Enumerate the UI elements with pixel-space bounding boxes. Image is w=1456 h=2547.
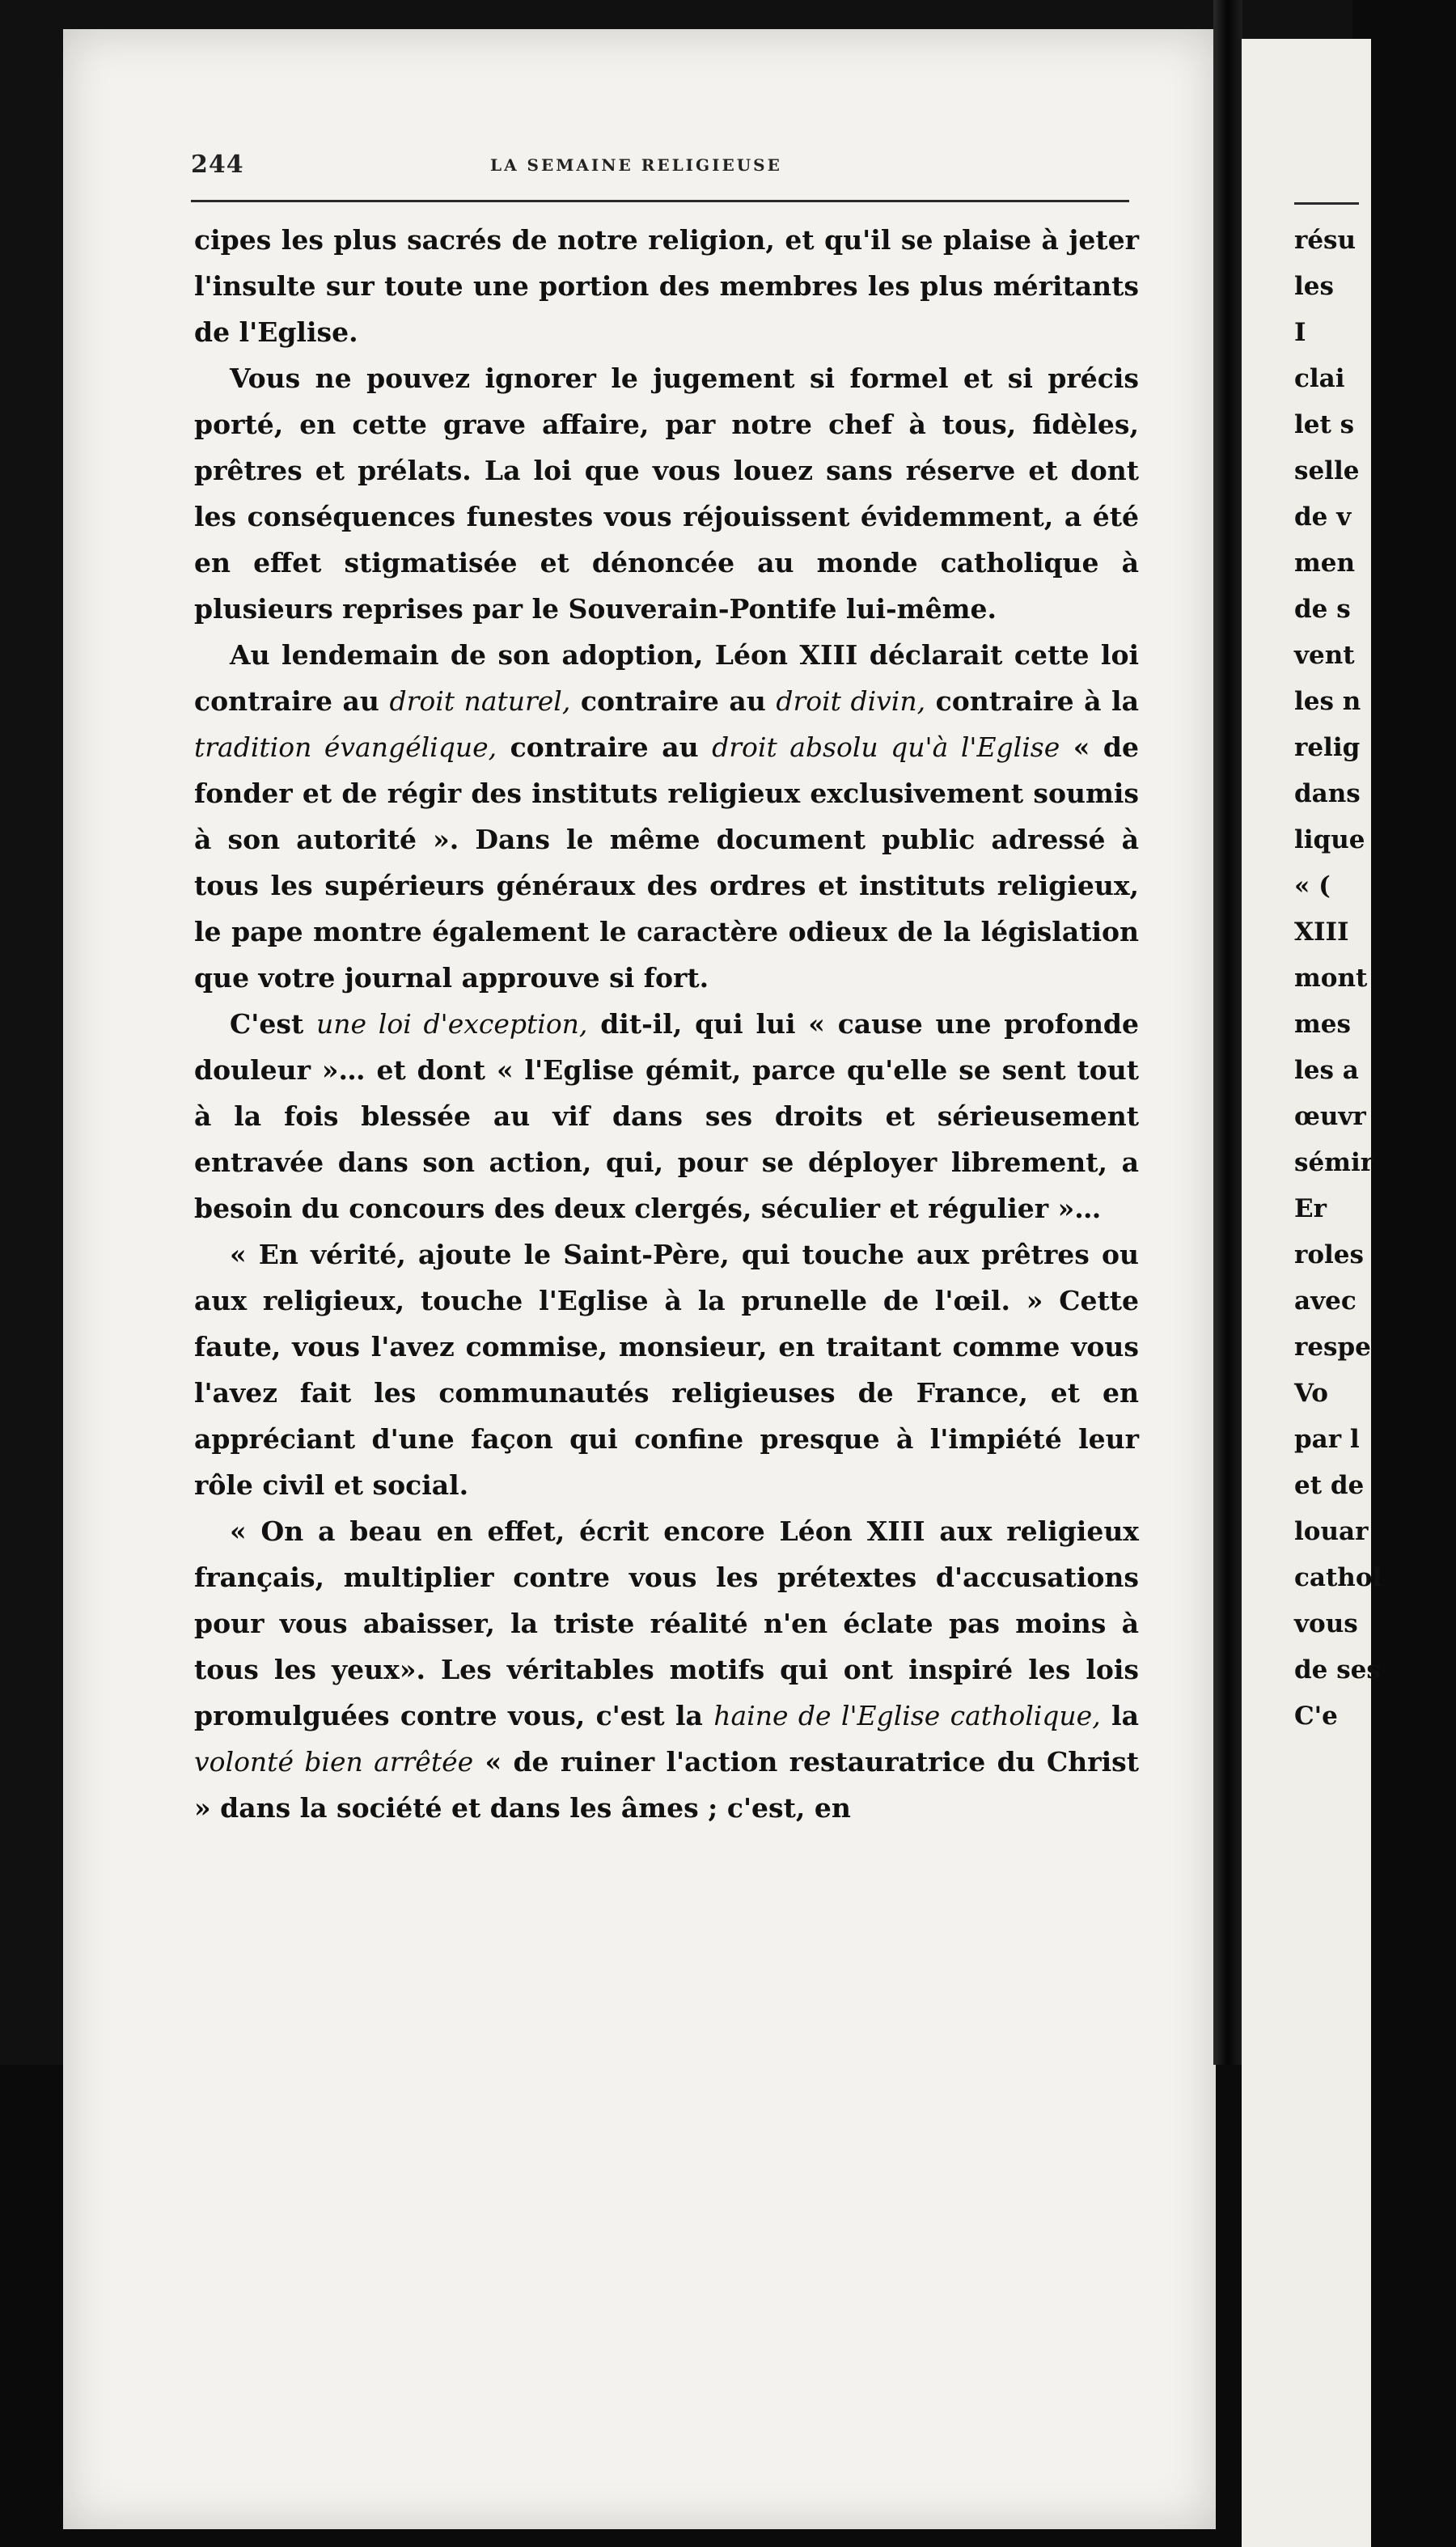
right-page-line: relig [1294,733,1361,762]
right-page-line: les a [1294,1056,1359,1085]
right-page-line: de v [1294,502,1352,532]
book-gutter [1213,0,1242,2065]
right-page-line: Vo [1294,1379,1328,1408]
right-page-line: I [1294,318,1306,347]
text-run: contraire au [570,685,777,717]
paragraph [194,632,1139,1001]
text-run: contraire à la [925,685,1139,717]
text-run: dit-il, qui lui « cause une profonde douleur »… et dont « l'Eglise gémit, parce qu'elle se sent tout à la fois blessée au vif dans ses droits et sérieusement entravée dans son action, qui, pour se déployer librement, a besoin du concours des deux clergés, séculier et régulier »… [194,1008,1140,1224]
text-run: la [1100,1700,1139,1731]
right-page-text [1294,218,1456,1740]
right-page-line: let s [1294,410,1355,439]
italic-run: droit absolu qu'à l'Eglise [712,731,1060,763]
paragraph [194,217,1139,355]
right-page-line: men [1294,549,1356,578]
right-page-line: vous [1294,1609,1358,1638]
text-run: Au lendemain de son adoption, Léon XIII déclarait cette loi contraire au [194,639,1139,717]
text-run: C'est [230,1008,316,1040]
right-page-line: et de [1294,1471,1365,1500]
right-page-line: « ( [1294,871,1331,901]
text-run: cipes les plus sacrés de notre religion, et qu'il se plaise à jeter l'insulte sur toute une portion des membres les plus méritants de l'Eglise. [194,224,1139,348]
right-page-line: résu [1294,226,1357,255]
page-header [191,150,1129,183]
right-page-line: par l [1294,1425,1360,1454]
right-page-line: mont [1294,964,1368,993]
running-title: LA SEMAINE RELIGIEUSE [490,155,782,175]
right-page-line: Er [1294,1194,1327,1223]
italic-run: volonté bien arrêtée [194,1746,474,1778]
italic-run: haine de l'Eglise catholique, [713,1700,1101,1731]
paragraph [194,355,1139,632]
right-page-line: louar [1294,1517,1369,1546]
text-run: contraire au [497,731,713,763]
right-page-line: les [1294,272,1334,301]
paragraph [194,1001,1139,1231]
right-page-line: de s [1294,595,1351,624]
body-text [194,217,1139,1831]
text-run: « de ruiner l'action restauratrice du Christ » dans la société et dans les âmes ; c'est, en [194,1746,1139,1824]
right-page-line: clai [1294,364,1345,393]
italic-run: une loi d'exception, [315,1008,588,1040]
page-number: 244 [191,150,244,179]
text-run: « En vérité, ajoute le Saint-Père, qui touche aux prêtres ou aux religieux, touche l'Eglise à la prunelle de l'œil. » Cette faute, vous l'avez commise, monsieur, en traitant comme vous l'avez fait les communautés religieuses de France, et en appréciant d'une façon qui confine presque à l'impiété leur rôle civil et social. [194,1239,1139,1501]
right-page-line: vent [1294,641,1355,670]
paragraph [194,1508,1139,1831]
right-page-line: respe [1294,1333,1371,1362]
right-page-line: XIII [1294,918,1349,947]
header-rule [191,200,1129,202]
right-page-line: cathol [1294,1563,1382,1592]
right-page-line: mes [1294,1010,1351,1039]
right-page-line: de ses [1294,1655,1381,1685]
right-page-line: C'e [1294,1702,1338,1731]
right-page-line: selle [1294,456,1360,485]
right-page-rule [1294,202,1359,205]
right-page-line: dans [1294,779,1361,808]
text-run: « de fonder et de régir des instituts religieux exclusivement soumis à son autorité ». Dans le même document public adressé à tous les supérieurs généraux des ordres et instituts religieux, le pape montre également le caractère odieux de la législation que votre journal approuve si fort. [194,731,1140,994]
right-page-line: les n [1294,687,1361,716]
italic-run: droit naturel, [389,685,571,717]
text-run: « On a beau en effet, écrit encore Léon XIII aux religieux français, multiplier contre vous les prétextes d'accusations pour vous abaisser, la triste réalité n'en éclate pas moins à tous les yeux». Les véritables motifs qui ont inspiré les lois promulguées contre vous, c'est la [194,1515,1139,1731]
text-run: Vous ne pouvez ignorer le jugement si formel et si précis porté, en cette grave affaire, par notre chef à tous, fidèles, prêtres et prélats. La loi que vous louez sans réserve et dont les conséquences funestes vous réjouissent évidemment, a été en effet stigmatisée et dénoncée au monde catholique à plusieurs reprises par le Souverain-Pontife lui-même. [194,362,1139,625]
right-page-line: sémir [1294,1148,1374,1177]
paragraph [194,1231,1139,1508]
italic-run: tradition évangélique, [194,731,497,763]
right-page-line: œuvr [1294,1102,1366,1131]
italic-run: droit divin, [776,685,926,717]
right-page-line: avec [1294,1286,1357,1316]
right-page-line: lique [1294,825,1365,854]
right-page-line: roles [1294,1240,1364,1269]
